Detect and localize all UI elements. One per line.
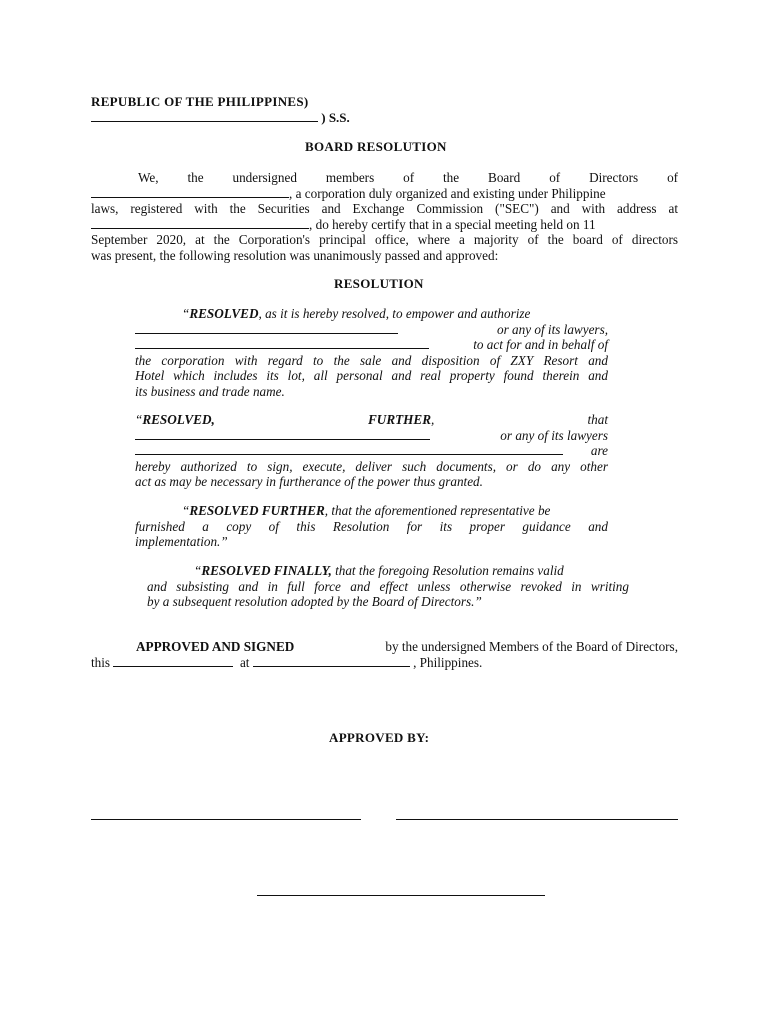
res3-line-2: furnished a copy of this Resolution for its proper guidance and <box>135 518 608 534</box>
resolution-heading: RESOLUTION <box>334 276 424 291</box>
res2-line-1: “RESOLVED, FURTHER, that <box>135 412 608 427</box>
signature-line-1[interactable] <box>91 819 361 820</box>
authorized-person-blank-3[interactable] <box>135 438 430 440</box>
intro-line-5: September 2020, at the Corporation's principal office, where a majority of the board of directors <box>91 232 678 248</box>
intro-line-2: , a corporation duly organized and existing under Philippine <box>91 186 678 202</box>
approved-line-2: this at , Philippines. <box>91 654 483 670</box>
res1-line-5: Hotel which includes its lot, all personal and real property found therein and <box>135 368 608 384</box>
ss-label: ) S.S. <box>321 110 350 125</box>
res1-line-6: its business and trade name. <box>135 383 285 399</box>
approved-signed-paragraph <box>91 639 678 670</box>
venue-blank[interactable] <box>91 120 318 122</box>
res1-line-3: to act for and in behalf of <box>135 337 608 353</box>
place-blank[interactable] <box>253 665 410 667</box>
signature-line-2[interactable] <box>396 819 678 820</box>
res2-line-5: act as may be necessary in furtherance of the power thus granted. <box>135 474 483 490</box>
resolved-paragraph-4 <box>147 563 629 610</box>
res1-line-1: “RESOLVED, as it is hereby resolved, to empower and authorize <box>182 306 531 321</box>
authorized-person-blank-4[interactable] <box>135 453 563 455</box>
res3-line-1: “RESOLVED FURTHER, that the aforementioned representative be <box>182 503 551 518</box>
approved-by-heading: APPROVED BY: <box>329 730 430 745</box>
intro-line-1: We, the undersigned members of the Board of Directors of <box>138 170 679 185</box>
signature-line-3[interactable] <box>257 895 545 896</box>
document-title: BOARD RESOLUTION <box>305 139 447 154</box>
intro-paragraph <box>91 170 678 264</box>
res1-line-4: the corporation with regard to the sale and disposition of ZXY Resort and <box>135 352 608 368</box>
res4-line-1: “RESOLVED FINALLY, that the foregoing Resolution remains valid <box>194 563 564 578</box>
intro-line-6: was present, the following resolution was unanimously passed and approved: <box>91 247 499 263</box>
intro-line-3: laws, registered with the Securities and Exchange Commission ("SEC") and with address at <box>91 201 678 217</box>
res3-line-3: implementation.” <box>135 534 228 550</box>
res2-line-4: hereby authorized to sign, execute, deliver such documents, or do any other <box>135 458 608 474</box>
resolved-paragraph-2 <box>135 412 608 490</box>
ss-line <box>91 110 350 126</box>
res4-line-2: and subsisting and in full force and effect unless otherwise revoked in writing <box>147 578 629 594</box>
res4-line-3: by a subsequent resolution adopted by the Board of Directors.” <box>147 594 482 610</box>
intro-line-4: , do hereby certify that in a special meeting held on 11 <box>91 217 678 233</box>
corporation-name-blank[interactable] <box>91 196 289 198</box>
res2-line-2: or any of its lawyers <box>135 428 608 444</box>
resolved-paragraph-1 <box>135 306 608 400</box>
address-blank[interactable] <box>91 227 309 229</box>
res2-line-3: are <box>135 443 608 459</box>
republic-header: REPUBLIC OF THE PHILIPPINES) <box>91 94 309 109</box>
authorized-person-blank-2[interactable] <box>135 347 429 349</box>
resolved-paragraph-3 <box>135 503 608 550</box>
date-blank[interactable] <box>113 665 233 667</box>
authorized-person-blank-1[interactable] <box>135 332 398 334</box>
res1-line-2: or any of its lawyers, <box>135 322 608 338</box>
approved-line-1: APPROVED AND SIGNED by the undersigned Members of the Board of Directors, <box>136 639 678 654</box>
